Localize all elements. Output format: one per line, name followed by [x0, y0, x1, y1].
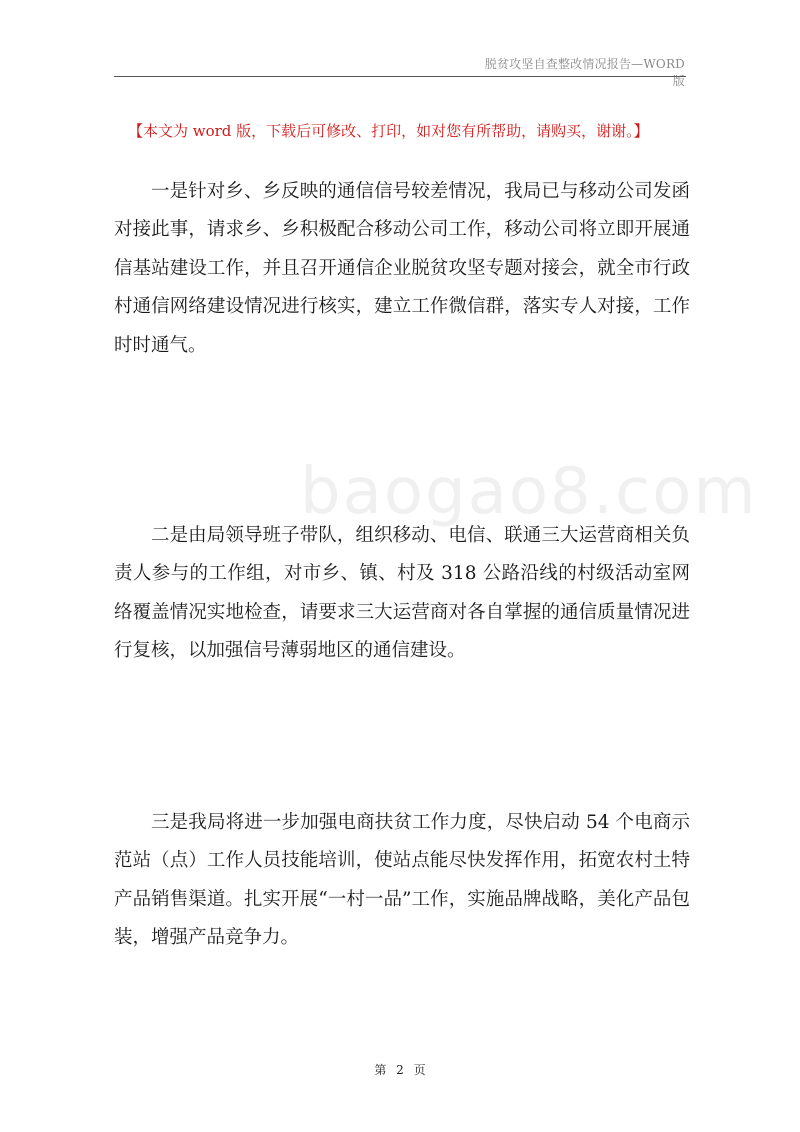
- document-header-title: 脱贫攻坚自查整改情况报告—WORD 版: [484, 57, 685, 88]
- page-number: 2: [396, 1063, 404, 1077]
- header-divider: [114, 76, 686, 77]
- page-number-prefix: 第: [374, 1063, 387, 1077]
- body-paragraph-3: 三是我局将进一步加强电商扶贫工作力度，尽快启动 54 个电商示范站（点）工作人员技能培训，使站点能尽快发挥作用，拓宽农村土特产品销售渠道。扎实开展“一村一品”工作，实施品牌战略，美化产品包装，增强产品竞争力。: [114, 811, 690, 948]
- body-paragraph-1: 一是针对乡、乡反映的通信信号较差情况，我局已与移动公司发函对接此事，请求乡、乡积极配合移动公司工作，移动公司将立即开展通信基站建设工作，并且召开通信企业脱贫攻坚专题对接会，就全市行政村通信网络建设情况进行核实，建立工作微信群，落实专人对接，工作时时通气。: [114, 180, 690, 356]
- download-notice: 【本文为 word 版，下载后可修改、打印，如对您有所帮助，请购买，谢谢。】: [128, 122, 649, 140]
- body-paragraph-2: 二是由局领导班子带队，组织移动、电信、联通三大运营商相关负责人参与的工作组，对市乡、镇、村及 318 公路沿线的村级活动室网络覆盖情况实地检查，请要求三大运营商对各自掌握的通信质量情况进行复核，以加强信号薄弱地区的通信建设。: [114, 524, 690, 661]
- page-number-suffix: 页: [413, 1063, 426, 1077]
- watermark: baogao8.com: [300, 455, 758, 529]
- page-footer: [0, 1061, 800, 1078]
